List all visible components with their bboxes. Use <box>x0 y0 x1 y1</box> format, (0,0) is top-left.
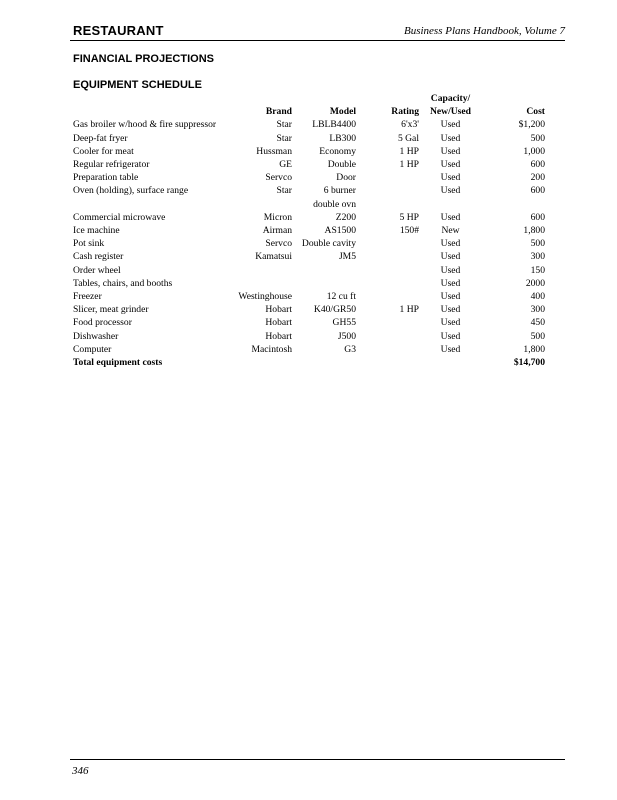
cell-item: Commercial microwave <box>73 211 166 223</box>
table-row <box>73 237 545 250</box>
cell-new-used: Used <box>440 132 461 144</box>
cell-cost: 1,800 <box>523 225 545 237</box>
cell-cost: 2000 <box>525 277 545 289</box>
cell-rating: 6'x3' <box>401 119 419 131</box>
table-row <box>73 343 545 356</box>
cell-new-used: Used <box>440 119 461 131</box>
cell-rating <box>356 171 419 184</box>
cell-model: LBLB4400 <box>312 119 356 131</box>
cell-cost: 150 <box>530 264 545 276</box>
cell-cost: 600 <box>530 159 545 171</box>
cell-cost: 450 <box>530 317 545 329</box>
table-row <box>73 303 545 316</box>
cell-model <box>292 277 356 290</box>
cell-brand: Macintosh <box>251 343 292 355</box>
cell-rating <box>356 250 419 263</box>
cell-item: Cooler for meat <box>73 145 134 157</box>
cell-new-used: Used <box>440 343 461 355</box>
table-row <box>73 158 545 171</box>
cell-brand: Star <box>276 119 292 131</box>
cell-new-used: New <box>441 225 460 237</box>
cell-cost: 500 <box>530 330 545 342</box>
cell-model: GH55 <box>332 317 356 329</box>
cell-model: J500 <box>337 330 356 342</box>
cell-model: LB300 <box>329 132 356 144</box>
cell-brand: Kamatsui <box>255 251 292 263</box>
cell-item: Pot sink <box>73 238 105 250</box>
cell-new-used: Used <box>440 291 461 303</box>
cell-model: Door <box>336 172 356 184</box>
cell-item: Tables, chairs, and booths <box>73 277 173 289</box>
cell-model: JM5 <box>338 251 356 263</box>
cell-model: Double cavity <box>301 238 356 250</box>
table-body <box>73 118 545 356</box>
cell-rating <box>356 343 419 356</box>
table-row <box>73 132 545 145</box>
table-row <box>73 171 545 184</box>
header-new-used: New/Used <box>429 106 472 118</box>
cell-rating <box>356 198 419 211</box>
cell-new-used: Used <box>440 304 461 316</box>
cell-item: Dishwasher <box>73 330 119 342</box>
cell-new-used: Used <box>440 185 461 197</box>
cell-brand: Star <box>276 132 292 144</box>
cell-model: K40/GR50 <box>313 304 356 316</box>
cell-cost: 400 <box>530 291 545 303</box>
header-rating: Rating <box>391 106 419 118</box>
header-brand: Brand <box>265 106 292 118</box>
cell-item: Gas broiler w/hood & fire suppressor <box>73 119 217 131</box>
cell-rating: 1 HP <box>399 145 419 157</box>
total-value: $14,700 <box>513 357 545 369</box>
cell-model <box>292 264 356 277</box>
table-row <box>73 118 545 131</box>
cell-new-used: Used <box>440 330 461 342</box>
cell-cost: 300 <box>530 251 545 263</box>
cell-cost: 500 <box>530 132 545 144</box>
table-row <box>73 224 545 237</box>
section-title: FINANCIAL PROJECTIONS <box>73 53 214 65</box>
table-row <box>73 264 545 277</box>
table-row <box>73 330 545 343</box>
table-row <box>73 184 545 197</box>
equipment-schedule-table <box>73 92 545 369</box>
cell-item <box>73 198 230 211</box>
total-row <box>73 356 545 369</box>
cell-brand: Hobart <box>265 330 292 342</box>
cell-new-used: Used <box>440 159 461 171</box>
cell-cost: $1,200 <box>518 119 545 131</box>
cell-model: double ovn <box>313 198 356 210</box>
cell-rating <box>356 290 419 303</box>
cell-cost: 500 <box>530 238 545 250</box>
header-cost: Cost <box>526 106 545 118</box>
cell-item: Oven (holding), surface range <box>73 185 189 197</box>
cell-item: Freezer <box>73 291 102 303</box>
cell-new-used: Used <box>440 277 461 289</box>
running-header-title: RESTAURANT <box>73 23 164 38</box>
cell-brand: Westinghouse <box>238 291 292 303</box>
cell-rating <box>356 316 419 329</box>
cell-model: Economy <box>319 145 356 157</box>
table-row <box>73 277 545 290</box>
cell-cost: 600 <box>530 211 545 223</box>
cell-item: Slicer, meat grinder <box>73 304 149 316</box>
cell-new-used: Used <box>440 145 461 157</box>
cell-rating <box>356 237 419 250</box>
cell-brand <box>230 264 292 277</box>
cell-cost: 600 <box>530 185 545 197</box>
cell-cost: 1,000 <box>523 145 545 157</box>
cell-item: Food processor <box>73 317 132 329</box>
total-label: Total equipment costs <box>73 357 163 369</box>
cell-new-used: Used <box>440 264 461 276</box>
header-capacity: Capacity/ <box>430 93 471 104</box>
footer-divider <box>70 759 565 760</box>
cell-brand: Micron <box>263 211 292 223</box>
table-header-row-top <box>73 92 545 105</box>
cell-brand: Servco <box>265 172 292 184</box>
table-row <box>73 250 545 263</box>
table-row <box>73 290 545 303</box>
cell-rating: 150# <box>399 225 419 237</box>
cell-rating <box>356 264 419 277</box>
cell-rating <box>356 184 419 197</box>
header-divider <box>70 40 565 41</box>
cell-brand: Hobart <box>265 317 292 329</box>
cell-new-used <box>419 198 482 211</box>
cell-new-used: Used <box>440 238 461 250</box>
cell-rating: 5 HP <box>399 211 419 223</box>
page-number: 346 <box>72 765 89 777</box>
cell-item: Order wheel <box>73 264 121 276</box>
cell-rating <box>356 330 419 343</box>
cell-brand: Airman <box>262 225 292 237</box>
table-title: EQUIPMENT SCHEDULE <box>73 79 202 91</box>
running-header-publication: Business Plans Handbook, Volume 7 <box>403 25 565 37</box>
table-row <box>73 211 545 224</box>
cell-model: 12 cu ft <box>326 291 356 303</box>
cell-new-used: Used <box>440 317 461 329</box>
cell-brand: Star <box>276 185 292 197</box>
cell-new-used: Used <box>440 211 461 223</box>
cell-brand <box>230 277 292 290</box>
table-row <box>73 198 545 211</box>
cell-rating: 5 Gal <box>397 132 419 144</box>
table-row <box>73 316 545 329</box>
cell-cost: 1,800 <box>523 343 545 355</box>
cell-cost <box>482 198 545 211</box>
header-model: Model <box>329 106 356 118</box>
cell-item: Deep-fat fryer <box>73 132 128 144</box>
cell-brand <box>230 198 292 211</box>
cell-item: Ice machine <box>73 225 120 237</box>
table-row <box>73 145 545 158</box>
cell-rating: 1 HP <box>399 159 419 171</box>
cell-brand: GE <box>279 159 292 171</box>
cell-item: Regular refrigerator <box>73 159 150 171</box>
cell-new-used: Used <box>440 172 461 184</box>
cell-item: Cash register <box>73 251 124 263</box>
cell-rating: 1 HP <box>399 304 419 316</box>
cell-model: Z200 <box>335 211 356 223</box>
cell-brand: Hussman <box>256 145 292 157</box>
cell-model: AS1500 <box>324 225 356 237</box>
cell-rating <box>356 277 419 290</box>
cell-model: Double <box>327 159 356 171</box>
cell-brand: Servco <box>265 238 292 250</box>
cell-new-used: Used <box>440 251 461 263</box>
table-header-row <box>73 105 545 118</box>
header-item <box>73 105 230 118</box>
cell-model: G3 <box>344 343 356 355</box>
cell-cost: 300 <box>530 304 545 316</box>
cell-brand: Hobart <box>265 304 292 316</box>
cell-cost: 200 <box>530 172 545 184</box>
cell-item: Preparation table <box>73 172 139 184</box>
cell-item: Computer <box>73 343 112 355</box>
cell-model: 6 burner <box>323 185 356 197</box>
